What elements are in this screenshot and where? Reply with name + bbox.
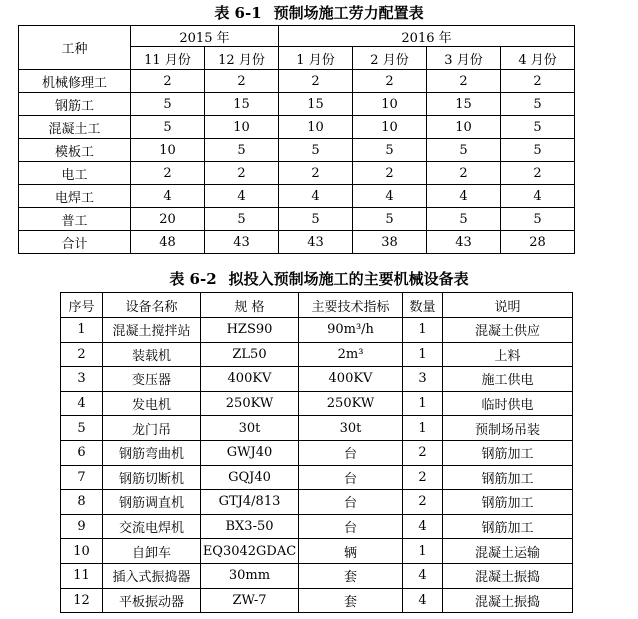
headcount-cell: 5 bbox=[131, 116, 205, 139]
quantity-cell: 2 bbox=[403, 440, 443, 465]
headcount-cell: 15 bbox=[205, 93, 279, 116]
headcount-cell: 5 bbox=[279, 208, 353, 231]
equipment-table-caption bbox=[0, 269, 638, 289]
headcount-cell: 5 bbox=[131, 93, 205, 116]
equipment-header-row bbox=[61, 293, 573, 318]
headcount-cell: 5 bbox=[353, 139, 427, 162]
headcount-cell: 4 bbox=[279, 185, 353, 208]
headcount-cell: 5 bbox=[501, 116, 575, 139]
column-header: 规 格 bbox=[201, 293, 299, 318]
labor-allocation-table bbox=[18, 25, 575, 254]
labor-year-header-row bbox=[19, 26, 575, 47]
tech-index-cell: 250KW bbox=[299, 391, 403, 416]
table-row bbox=[61, 318, 573, 343]
serial-no-cell: 7 bbox=[61, 465, 103, 490]
headcount-cell: 5 bbox=[279, 139, 353, 162]
spec-cell: HZS90 bbox=[201, 318, 299, 343]
table-row bbox=[61, 440, 573, 465]
quantity-cell: 2 bbox=[403, 465, 443, 490]
spec-cell: EQ3042GDAC bbox=[201, 539, 299, 564]
headcount-cell: 5 bbox=[205, 139, 279, 162]
tech-index-cell: 辆 bbox=[299, 539, 403, 564]
month-header: 2 月份 bbox=[353, 47, 427, 70]
headcount-cell: 5 bbox=[501, 93, 575, 116]
table-row bbox=[19, 139, 575, 162]
headcount-cell: 2 bbox=[427, 70, 501, 93]
headcount-cell: 2 bbox=[205, 70, 279, 93]
trade-name-cell: 钢筋工 bbox=[19, 93, 131, 116]
column-header: 主要技术指标 bbox=[299, 293, 403, 318]
tech-index-cell: 套 bbox=[299, 563, 403, 588]
tech-index-cell: 2m³ bbox=[299, 342, 403, 367]
equipment-name-cell: 龙门吊 bbox=[103, 416, 201, 441]
quantity-cell: 1 bbox=[403, 539, 443, 564]
headcount-cell: 28 bbox=[501, 231, 575, 254]
tech-index-cell: 30t bbox=[299, 416, 403, 441]
equipment-name-cell: 平板振动器 bbox=[103, 588, 201, 613]
headcount-cell: 43 bbox=[427, 231, 501, 254]
serial-no-cell: 9 bbox=[61, 514, 103, 539]
headcount-cell: 2 bbox=[279, 70, 353, 93]
serial-no-cell: 6 bbox=[61, 440, 103, 465]
labor-table-title: 预制场施工劳力配置表 bbox=[273, 4, 424, 22]
remark-cell: 施工供电 bbox=[443, 367, 573, 392]
headcount-cell: 2 bbox=[279, 162, 353, 185]
remark-cell: 预制场吊装 bbox=[443, 416, 573, 441]
headcount-cell: 5 bbox=[353, 208, 427, 231]
spec-cell: 30mm bbox=[201, 563, 299, 588]
equipment-name-cell: 混凝土搅拌站 bbox=[103, 318, 201, 343]
spec-cell: BX3-50 bbox=[201, 514, 299, 539]
table-row bbox=[19, 116, 575, 139]
headcount-cell: 2 bbox=[353, 162, 427, 185]
headcount-cell: 2 bbox=[501, 70, 575, 93]
headcount-cell: 4 bbox=[501, 185, 575, 208]
equipment-name-cell: 装载机 bbox=[103, 342, 201, 367]
remark-cell: 钢筋加工 bbox=[443, 514, 573, 539]
equipment-name-cell: 钢筋调直机 bbox=[103, 490, 201, 515]
headcount-cell: 2 bbox=[205, 162, 279, 185]
tech-index-cell: 台 bbox=[299, 465, 403, 490]
table-row bbox=[61, 465, 573, 490]
headcount-cell: 10 bbox=[427, 116, 501, 139]
headcount-cell: 5 bbox=[427, 208, 501, 231]
table-row bbox=[61, 342, 573, 367]
headcount-cell: 2 bbox=[427, 162, 501, 185]
trade-name-cell: 电工 bbox=[19, 162, 131, 185]
quantity-cell: 4 bbox=[403, 588, 443, 613]
quantity-cell: 4 bbox=[403, 563, 443, 588]
headcount-cell: 2 bbox=[131, 70, 205, 93]
tech-index-cell: 套 bbox=[299, 588, 403, 613]
remark-cell: 混凝土振捣 bbox=[443, 588, 573, 613]
equipment-name-cell: 插入式振捣器 bbox=[103, 563, 201, 588]
spec-cell: GTJ4/813 bbox=[201, 490, 299, 515]
table-row bbox=[61, 588, 573, 613]
table-row bbox=[61, 514, 573, 539]
table-row bbox=[19, 208, 575, 231]
table-row bbox=[19, 70, 575, 93]
quantity-cell: 2 bbox=[403, 490, 443, 515]
table-row bbox=[61, 563, 573, 588]
remark-cell: 钢筋加工 bbox=[443, 490, 573, 515]
equipment-name-cell: 变压器 bbox=[103, 367, 201, 392]
quantity-cell: 1 bbox=[403, 342, 443, 367]
headcount-cell: 10 bbox=[353, 93, 427, 116]
headcount-cell: 4 bbox=[131, 185, 205, 208]
remark-cell: 混凝土振捣 bbox=[443, 563, 573, 588]
quantity-cell: 4 bbox=[403, 514, 443, 539]
remark-cell: 混凝土运输 bbox=[443, 539, 573, 564]
month-header: 4 月份 bbox=[501, 47, 575, 70]
serial-no-cell: 3 bbox=[61, 367, 103, 392]
equipment-table-number: 表 6-2 bbox=[169, 270, 217, 288]
serial-no-cell: 4 bbox=[61, 391, 103, 416]
remark-cell: 混凝土供应 bbox=[443, 318, 573, 343]
quantity-cell: 1 bbox=[403, 416, 443, 441]
headcount-cell: 43 bbox=[205, 231, 279, 254]
remark-cell: 临时供电 bbox=[443, 391, 573, 416]
month-header: 12 月份 bbox=[205, 47, 279, 70]
headcount-cell: 20 bbox=[131, 208, 205, 231]
spec-cell: 400KV bbox=[201, 367, 299, 392]
headcount-cell: 5 bbox=[427, 139, 501, 162]
serial-no-cell: 10 bbox=[61, 539, 103, 564]
table-row bbox=[61, 391, 573, 416]
table-row bbox=[19, 93, 575, 116]
column-header: 数量 bbox=[403, 293, 443, 318]
equipment-table-title: 拟投入预制场施工的主要机械设备表 bbox=[228, 270, 469, 288]
tech-index-cell: 90m³/h bbox=[299, 318, 403, 343]
headcount-cell: 5 bbox=[501, 139, 575, 162]
table-row bbox=[61, 539, 573, 564]
headcount-cell: 4 bbox=[427, 185, 501, 208]
serial-no-cell: 1 bbox=[61, 318, 103, 343]
column-header: 设备名称 bbox=[103, 293, 201, 318]
spec-cell: 30t bbox=[201, 416, 299, 441]
trade-name-cell: 电焊工 bbox=[19, 185, 131, 208]
headcount-cell: 2 bbox=[353, 70, 427, 93]
trade-name-cell: 混凝土工 bbox=[19, 116, 131, 139]
headcount-cell: 2 bbox=[131, 162, 205, 185]
spec-cell: GQJ40 bbox=[201, 465, 299, 490]
equipment-name-cell: 钢筋弯曲机 bbox=[103, 440, 201, 465]
remark-cell: 上料 bbox=[443, 342, 573, 367]
spec-cell: 250KW bbox=[201, 391, 299, 416]
table-row bbox=[19, 185, 575, 208]
trade-name-cell: 模板工 bbox=[19, 139, 131, 162]
spec-cell: ZL50 bbox=[201, 342, 299, 367]
headcount-cell: 2 bbox=[501, 162, 575, 185]
headcount-cell: 10 bbox=[279, 116, 353, 139]
trade-name-cell: 普工 bbox=[19, 208, 131, 231]
equipment-name-cell: 钢筋切断机 bbox=[103, 465, 201, 490]
tech-index-cell: 台 bbox=[299, 514, 403, 539]
month-header: 1 月份 bbox=[279, 47, 353, 70]
headcount-cell: 15 bbox=[427, 93, 501, 116]
quantity-cell: 3 bbox=[403, 367, 443, 392]
spec-cell: ZW-7 bbox=[201, 588, 299, 613]
headcount-cell: 5 bbox=[205, 208, 279, 231]
trade-header: 工种 bbox=[19, 26, 131, 70]
month-header: 11 月份 bbox=[131, 47, 205, 70]
month-header: 3 月份 bbox=[427, 47, 501, 70]
equipment-name-cell: 交流电焊机 bbox=[103, 514, 201, 539]
headcount-cell: 38 bbox=[353, 231, 427, 254]
quantity-cell: 1 bbox=[403, 391, 443, 416]
headcount-cell: 15 bbox=[279, 93, 353, 116]
table-row bbox=[61, 490, 573, 515]
tech-index-cell: 台 bbox=[299, 440, 403, 465]
headcount-cell: 10 bbox=[205, 116, 279, 139]
serial-no-cell: 2 bbox=[61, 342, 103, 367]
tech-index-cell: 400KV bbox=[299, 367, 403, 392]
table-row bbox=[61, 367, 573, 392]
table-row bbox=[61, 416, 573, 441]
labor-table-caption bbox=[0, 3, 638, 23]
headcount-cell: 5 bbox=[501, 208, 575, 231]
headcount-cell: 10 bbox=[131, 139, 205, 162]
headcount-cell: 43 bbox=[279, 231, 353, 254]
spec-cell: GWJ40 bbox=[201, 440, 299, 465]
year-header: 2016 年 bbox=[279, 26, 575, 47]
table-row bbox=[19, 162, 575, 185]
column-header: 说明 bbox=[443, 293, 573, 318]
serial-no-cell: 11 bbox=[61, 563, 103, 588]
equipment-table bbox=[60, 292, 573, 613]
headcount-cell: 10 bbox=[353, 116, 427, 139]
headcount-cell: 4 bbox=[353, 185, 427, 208]
headcount-cell: 4 bbox=[205, 185, 279, 208]
labor-table-number: 表 6-1 bbox=[214, 4, 262, 22]
serial-no-cell: 5 bbox=[61, 416, 103, 441]
equipment-name-cell: 发电机 bbox=[103, 391, 201, 416]
equipment-name-cell: 自卸车 bbox=[103, 539, 201, 564]
year-header: 2015 年 bbox=[131, 26, 279, 47]
trade-name-cell: 机械修理工 bbox=[19, 70, 131, 93]
remark-cell: 钢筋加工 bbox=[443, 465, 573, 490]
serial-no-cell: 12 bbox=[61, 588, 103, 613]
trade-name-cell: 合计 bbox=[19, 231, 131, 254]
table-row bbox=[19, 231, 575, 254]
serial-no-cell: 8 bbox=[61, 490, 103, 515]
quantity-cell: 1 bbox=[403, 318, 443, 343]
remark-cell: 钢筋加工 bbox=[443, 440, 573, 465]
headcount-cell: 48 bbox=[131, 231, 205, 254]
column-header: 序号 bbox=[61, 293, 103, 318]
tech-index-cell: 台 bbox=[299, 490, 403, 515]
